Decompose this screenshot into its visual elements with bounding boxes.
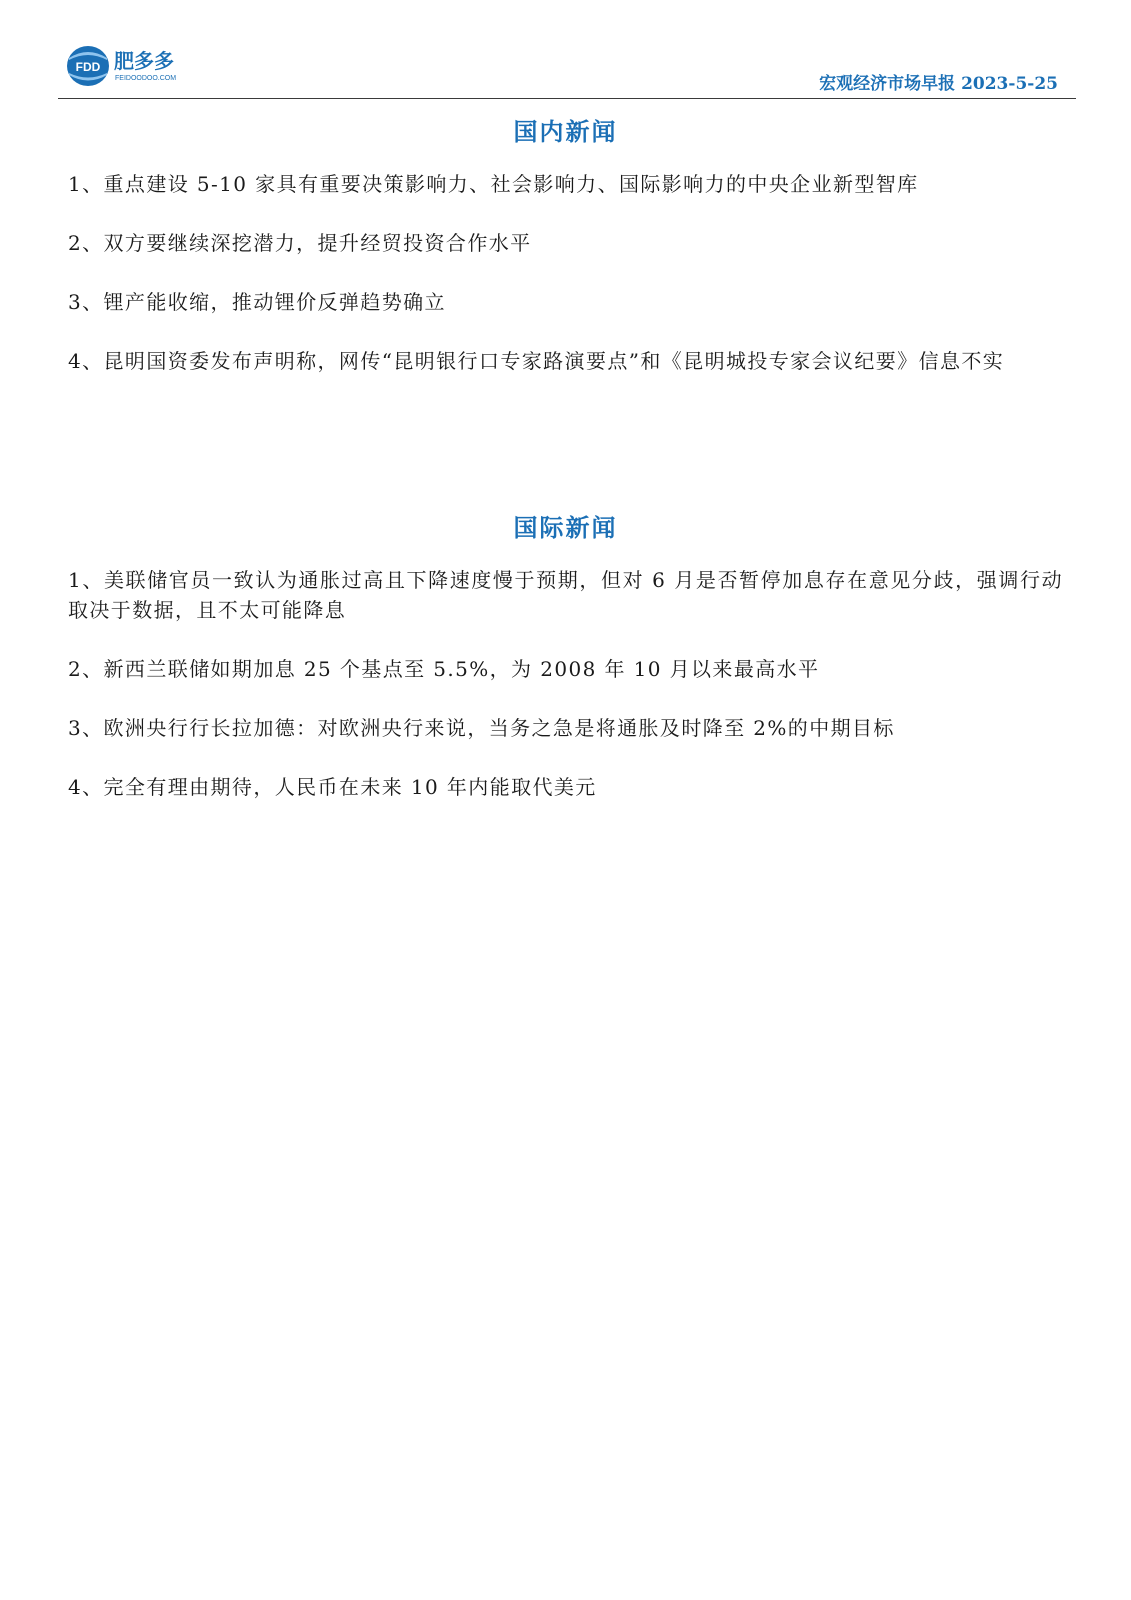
news-item: 3、锂产能收缩，推动锂价反弹趋势确立 xyxy=(68,290,446,314)
domestic-news-section xyxy=(68,112,1063,405)
brand-logo xyxy=(66,44,196,90)
news-item: 4、完全有理由期待，人民币在未来 10 年内能取代美元 xyxy=(68,775,597,799)
logo-mark-text: FDD xyxy=(75,60,101,74)
logo-graphic xyxy=(66,44,196,90)
page-header xyxy=(58,36,1076,99)
international-news-title: 国际新闻 xyxy=(513,513,618,542)
news-item: 4、昆明国资委发布声明称，网传“昆明银行口专家路演要点”和《昆明城投专家会议纪要》信息不实 xyxy=(68,349,1005,373)
international-news-list xyxy=(68,565,1063,802)
news-item: 1、美联储官员一致认为通胀过高且下降速度慢于预期，但对 6 月是否暂停加息存在意见分歧，强调行动取决于数据，且不太可能降息 xyxy=(68,568,1063,622)
news-item: 1、重点建设 5-10 家具有重要决策影响力、社会影响力、国际影响力的中央企业新型智库 xyxy=(68,172,919,196)
news-item: 2、新西兰联储如期加息 25 个基点至 5.5%，为 2008 年 10 月以来最高水平 xyxy=(68,657,820,681)
news-item: 2、双方要继续深挖潜力，提升经贸投资合作水平 xyxy=(68,231,532,255)
news-item: 3、欧洲央行行长拉加德：对欧洲央行来说，当务之急是将通胀及时降至 2%的中期目标 xyxy=(68,716,895,740)
report-title: 宏观经济市场早报 2023-5-25 xyxy=(819,74,1058,94)
logo-brand-en: FEIDOODOO.COM xyxy=(115,75,177,82)
domestic-news-title: 国内新闻 xyxy=(513,117,618,146)
logo-brand-cn: 肥多多 xyxy=(114,49,174,73)
international-news-section xyxy=(68,508,1063,831)
domestic-news-list xyxy=(68,169,1063,376)
